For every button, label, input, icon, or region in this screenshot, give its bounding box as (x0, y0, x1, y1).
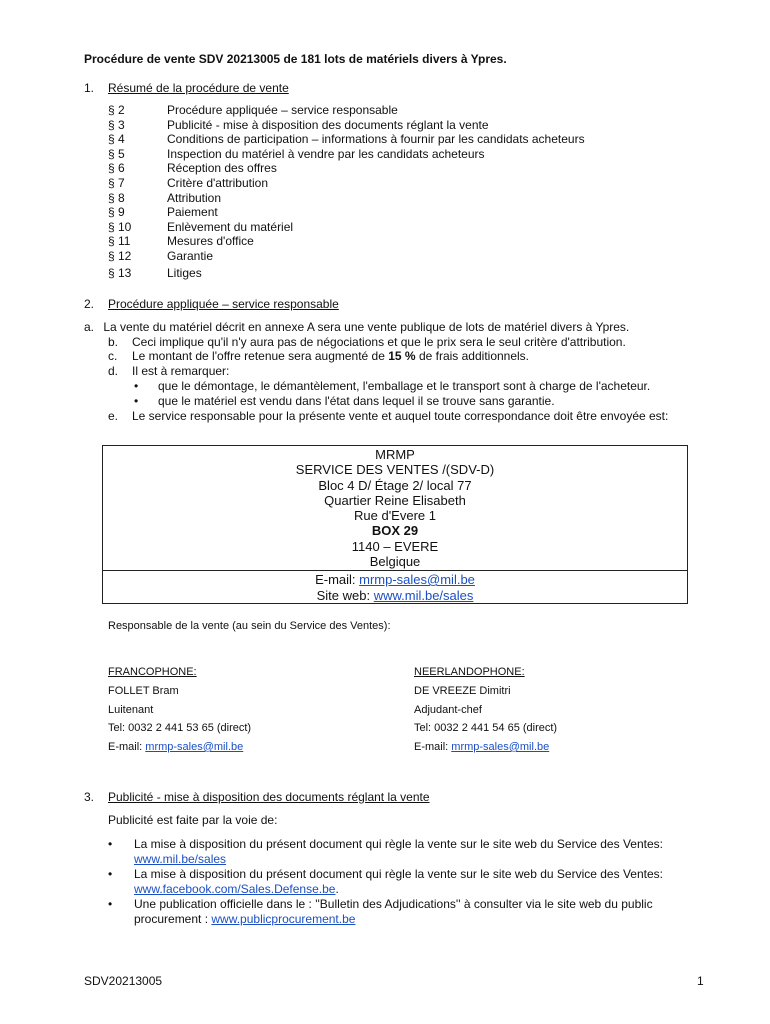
summary-item (108, 220, 628, 235)
summary-label: Conditions de participation – informations à fournir par les candidats acheteurs (167, 132, 585, 147)
item-marker: a. (84, 320, 95, 334)
email-link[interactable]: mrmp-sales@mil.be (359, 572, 475, 587)
summary-label: Attribution (167, 190, 222, 205)
paragraph-ref: § 11 (108, 234, 131, 249)
item-text: Le montant de l'offre retenue sera augmenté de (132, 349, 389, 363)
page-number: 1 (697, 974, 704, 988)
contact-tel: Tel: 0032 2 441 53 65 (direct) (108, 722, 252, 734)
bullet-text: La mise à disposition du présent document qui règle la vente sur le site web du Service des Ventes: (134, 837, 663, 851)
summary-item (108, 103, 628, 118)
publicity-item (108, 897, 688, 927)
section-3-title: Publicité - mise à disposition des documents réglant la vente (108, 790, 430, 804)
item-c (108, 349, 529, 363)
web-label: Site web: (316, 587, 374, 603)
box-contact (103, 572, 687, 603)
item-marker: c. (108, 349, 118, 363)
summary-item (108, 191, 628, 206)
bullet-text-prefix: procurement : (134, 912, 212, 926)
summary-item (108, 161, 628, 176)
paragraph-ref: § 7 (108, 175, 125, 190)
section-1-title: Résumé de la procédure de vente (108, 81, 289, 95)
summary-item (108, 249, 628, 264)
summary-item (108, 234, 628, 249)
item-marker: e. (108, 409, 119, 423)
bullet-text: que le matériel est vendu dans l'état dans lequel il se trouve sans garantie. (158, 394, 555, 408)
web-link[interactable]: www.mil.be/sales (373, 587, 474, 603)
contact-name: DE VREEZE Dimitri (414, 685, 511, 697)
summary-item (108, 266, 628, 281)
paragraph-ref: § 2 (108, 103, 125, 117)
section-2-number: 2. (84, 297, 95, 311)
summary-item (108, 147, 628, 162)
summary-label: Critère d'attribution (167, 175, 269, 190)
paragraph-ref: § 5 (108, 146, 125, 161)
item-text: La vente du matériel décrit en annexe A sera une vente publique de lots de matériel divers à Ypres. (103, 320, 630, 334)
bullet-icon: • (108, 897, 113, 911)
bullet-item (134, 379, 650, 393)
summary-label: Paiement (167, 205, 218, 220)
publicity-item (108, 837, 688, 867)
contact-rank: Adjudant-chef (414, 704, 482, 716)
summary-label: Enlèvement du matériel (167, 219, 294, 234)
bullet-icon: • (134, 394, 139, 408)
box-email-line (103, 572, 687, 588)
paragraph-ref: § 10 (108, 219, 132, 234)
bullet-icon: • (108, 837, 113, 851)
section-2-title: Procédure appliquée – service responsable (108, 297, 339, 311)
summary-label: Mesures d'office (167, 234, 254, 249)
item-text: Ceci implique qu'il n'y aura pas de négociations et que le prix sera le seul critère d'attribution. (132, 335, 626, 349)
contact-email-line (108, 741, 243, 753)
summary-item (108, 176, 628, 191)
paragraph-ref: § 3 (108, 117, 125, 132)
contact-group-nl: NEERLANDOPHONE: (414, 666, 525, 678)
bullet-text: que le démontage, le démantèlement, l'emballage et le transport sont à charge de l'acheteur. (158, 379, 651, 393)
address-box-number: BOX 29 (371, 523, 419, 539)
address-box (102, 445, 688, 604)
contact-email-line (414, 741, 549, 753)
email-label: E-mail: (414, 741, 452, 753)
item-text: Il est à remarquer: (132, 364, 230, 378)
bullet-text: La mise à disposition du présent document qui règle la vente sur le site web du Service des Ventes: (134, 867, 663, 881)
summary-label: Réception des offres (167, 161, 277, 176)
footer-doc-ref: SDV20213005 (84, 974, 163, 988)
bullet-text: Une publication officielle dans le : ''Bulletin des Adjudications'' à consulter via le site web du public (134, 897, 653, 911)
summary-label: Litiges (167, 265, 202, 280)
item-e (108, 409, 668, 423)
paragraph-ref: § 4 (108, 132, 125, 147)
contact-rank: Luitenant (108, 704, 154, 716)
item-text: Le service responsable pour la présente vente et auquel toute correspondance doit être envoyée est: (132, 409, 669, 423)
bullet-text-after: . (335, 882, 339, 896)
paragraph-ref: § 13 (108, 265, 132, 280)
summary-list (108, 103, 628, 280)
address-line: SERVICE DES VENTES /(SDV-D) (295, 462, 495, 478)
address-city: 1140 – EVERE (351, 538, 439, 554)
summary-label: Procédure appliquée – service responsable (167, 103, 398, 117)
summary-label: Publicité - mise à disposition des documents réglant la vente (167, 117, 489, 132)
contact-name: FOLLET Bram (108, 685, 179, 697)
paragraph-ref: § 12 (108, 248, 132, 263)
section-3-number: 3. (84, 790, 95, 804)
summary-label: Garantie (167, 248, 214, 263)
item-marker: d. (108, 364, 119, 378)
summary-label: Inspection du matériel à vendre par les candidats acheteurs (167, 146, 485, 161)
contact-tel: Tel: 0032 2 441 54 65 (direct) (414, 722, 558, 734)
address-line: Rue d'Evere 1 (354, 508, 436, 524)
email-link[interactable]: mrmp-sales@mil.be (451, 741, 550, 753)
responsible-intro: Responsable de la vente (au sein du Service des Ventes): (108, 620, 391, 632)
paragraph-ref: § 6 (108, 161, 125, 176)
email-link[interactable]: mrmp-sales@mil.be (145, 741, 244, 753)
box-web-line (103, 588, 687, 604)
publicity-link[interactable]: www.facebook.com/Sales.Defense.be (134, 882, 336, 896)
bullet-item (134, 394, 555, 408)
item-d (108, 364, 229, 378)
address-country: Belgique (369, 554, 421, 570)
paragraph-ref: § 9 (108, 205, 125, 220)
address-line: Quartier Reine Elisabeth (324, 492, 466, 508)
bullet-icon: • (134, 379, 139, 393)
address-line: MRMP (375, 447, 415, 462)
box-divider (103, 570, 687, 571)
document-title: Procédure de vente SDV 20213005 de 181 lots de matériels divers à Ypres. (84, 52, 507, 66)
bullet-icon: • (108, 867, 113, 881)
section-1-number: 1. (84, 81, 95, 95)
publicity-item (108, 867, 688, 897)
contact-group-fr: FRANCOPHONE: (108, 666, 197, 678)
paragraph-ref: § 8 (108, 190, 125, 205)
address-line: Bloc 4 D/ Étage 2/ local 77 (318, 477, 472, 493)
summary-item (108, 205, 628, 220)
summary-item (108, 132, 628, 147)
publicity-link[interactable]: www.mil.be/sales (134, 852, 227, 866)
item-text: de frais additionnels. (415, 349, 530, 363)
address-block (103, 447, 687, 569)
publicity-link[interactable]: www.publicprocurement.be (211, 912, 356, 926)
email-label: E-mail: (108, 741, 146, 753)
email-label: E-mail: (315, 572, 360, 587)
item-b (108, 335, 626, 349)
summary-item (108, 118, 628, 133)
publicity-intro: Publicité est faite par la voie de: (108, 813, 278, 827)
item-marker: b. (108, 335, 119, 349)
fee-percentage: 15 % (388, 349, 416, 363)
item-a (84, 320, 629, 334)
